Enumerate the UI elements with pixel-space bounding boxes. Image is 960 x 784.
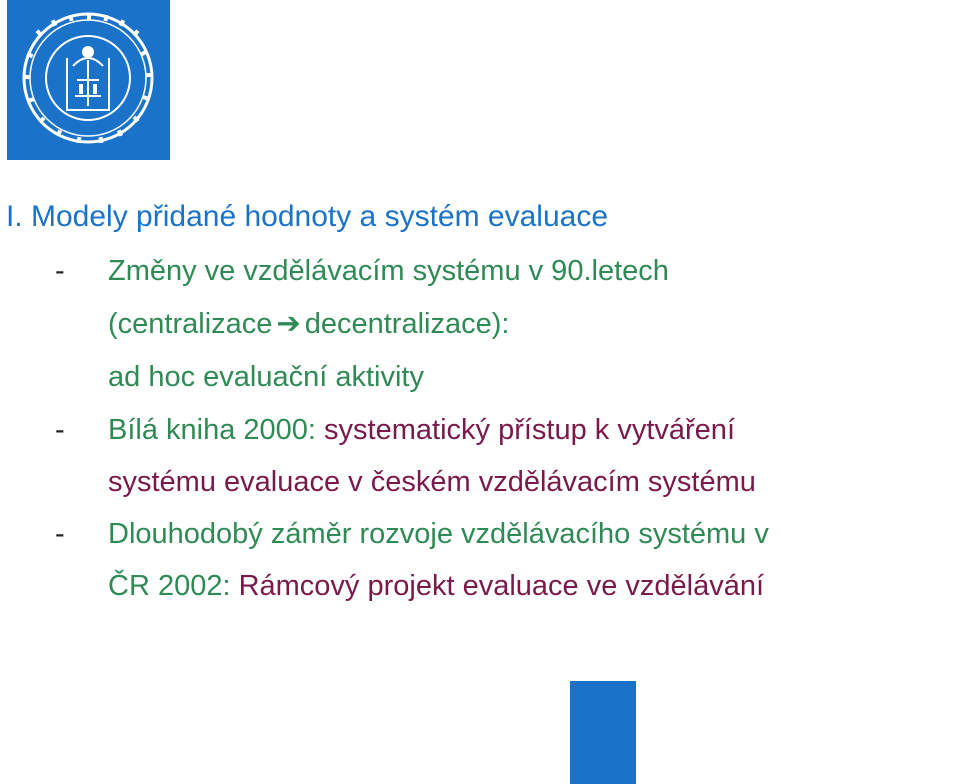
bullet-1-line-2-text-b: decentralizace):	[304, 308, 510, 340]
bullet-dash: -	[55, 518, 65, 550]
bullet-3-line-1-text: Dlouhodobý záměr rozvoje vzdělávacího systému v	[108, 518, 769, 550]
bullet-1-line-1-text: Změny ve vzdělávacím systému v 90.letech	[108, 255, 669, 287]
bullet-1-line-1	[108, 251, 669, 291]
bullet-1-subline-text: ad hoc evaluační aktivity	[108, 361, 424, 393]
bullet-2-line-1	[108, 410, 735, 450]
bullet-2-line-1-text: systematický přístup k vytváření	[315, 414, 735, 446]
slide-title: I. Modely přidané hodnoty a systém evaluace	[6, 200, 609, 233]
bullet-1-subline	[108, 357, 424, 397]
bullet-2-line-1-label: Bílá kniha 2000:	[108, 414, 316, 446]
bullet-dash: -	[55, 414, 65, 446]
bullet-3-line-2-label: ČR 2002:	[108, 570, 231, 602]
decorative-blue-bar	[570, 681, 636, 784]
seal-icon	[7, 0, 170, 160]
bullet-3-line-2-text: Rámcový projekt evaluace ve vzdělávání	[230, 570, 765, 602]
bullet-3-line-2	[108, 566, 764, 606]
university-seal-logo	[7, 0, 170, 160]
bullet-3-line-1	[108, 514, 769, 554]
bullet-dash: -	[55, 255, 65, 287]
bullet-2-line-2	[108, 462, 756, 502]
right-arrow-icon: ➔	[276, 306, 301, 340]
bullet-1-line-2	[108, 303, 509, 344]
bullet-1-line-2-text-a: (centralizace	[108, 308, 273, 340]
bullet-2-line-2-text: systému evaluace v českém vzdělávacím systému	[108, 466, 756, 498]
